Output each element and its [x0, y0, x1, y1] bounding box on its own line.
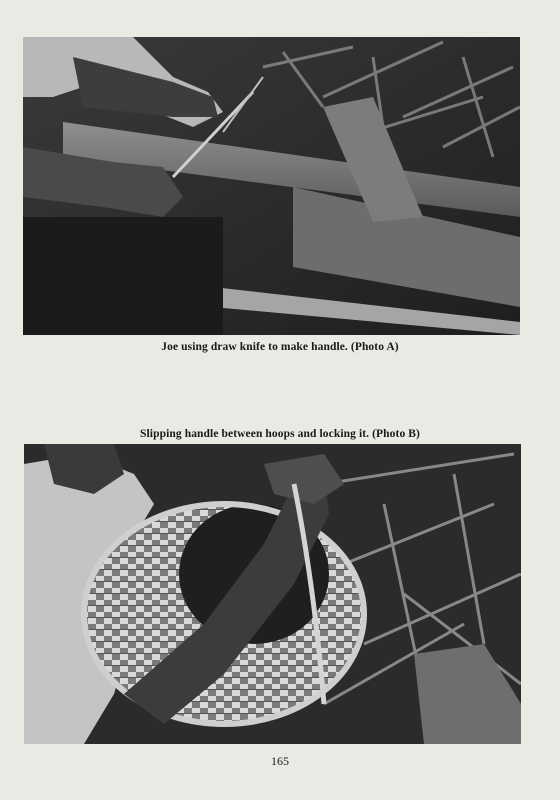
page-number: 165	[271, 754, 289, 768]
photo-b-caption: Slipping handle between hoops and locking it. (Photo B)	[140, 428, 420, 440]
photo-b-image	[24, 444, 521, 744]
photo-b-basket-handle	[24, 444, 521, 744]
photo-a-image	[23, 37, 520, 335]
photo-a-caption: Joe using draw knife to make handle. (Photo A)	[161, 341, 399, 353]
photo-a-draw-knife	[23, 37, 520, 335]
